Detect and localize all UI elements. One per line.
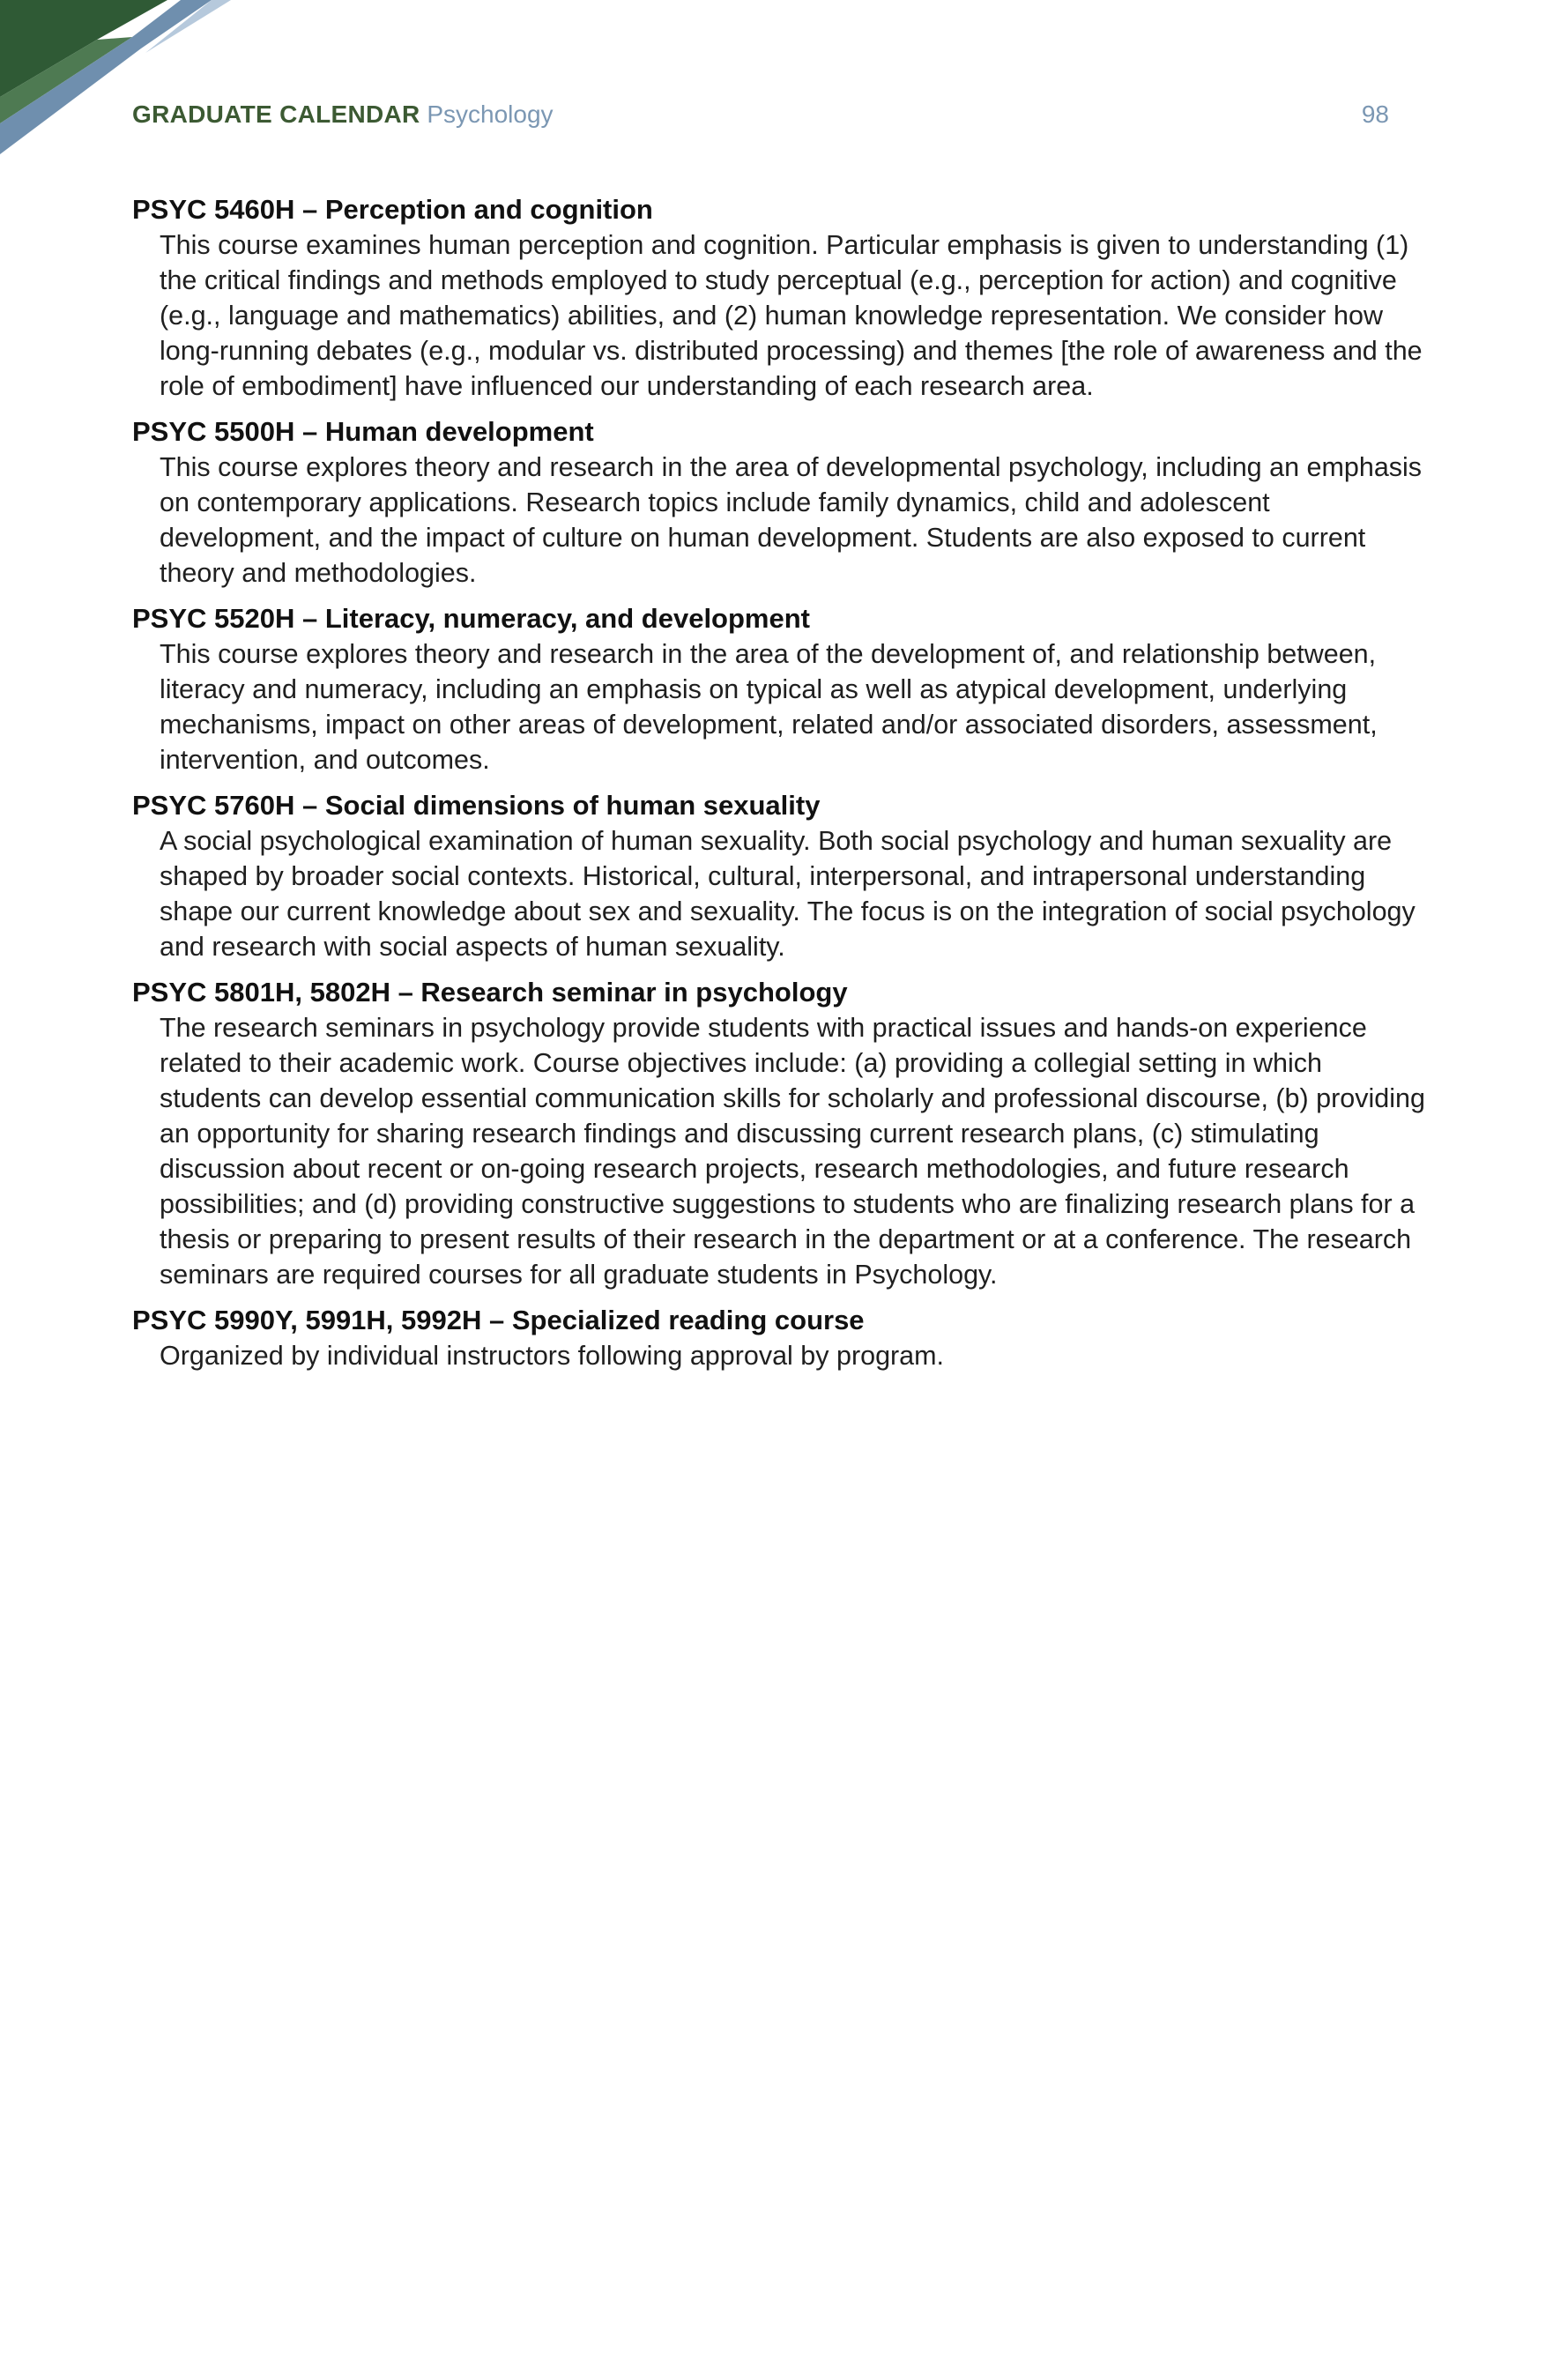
running-header bbox=[132, 100, 554, 130]
course-description: This course examines human perception and cognition. Particular emphasis is given to understanding (1) the critical findings and methods employed to study perceptual (e.g., perception for action) and cognitive (e.g., language and mathematics) abilities, and (2) human knowledge representation. We consider how long-running debates (e.g., modular vs. distributed processing) and themes [the role of awareness and the role of embodiment] have influenced our understanding of each research area. bbox=[160, 230, 1423, 401]
course-description: A social psychological examination of human sexuality. Both social psychology and human sexuality are shaped by broader social contexts. Historical, cultural, interpersonal, and intrapersonal understanding shape our current knowledge about sex and sexuality. The focus is on the integration of social psychology and research with social aspects of human sexuality. bbox=[160, 826, 1416, 962]
course-title: PSYC 5500H – Human development bbox=[132, 416, 594, 447]
header-section-label: Psychology bbox=[427, 100, 554, 128]
course-title: PSYC 5460H – Perception and cognition bbox=[132, 194, 653, 225]
page-number: 98 bbox=[1361, 100, 1389, 128]
course-entry bbox=[132, 601, 1428, 777]
course-title: PSYC 5990Y, 5991H, 5992H – Specialized reading course bbox=[132, 1305, 865, 1335]
course-description: This course explores theory and research in the area of developmental psychology, including an emphasis on contemporary applications. Research topics include family dynamics, child and adolescent development, and the impact of culture on human development. Students are also exposed to current theory and methodologies. bbox=[160, 452, 1423, 588]
header-calendar-label: GRADUATE CALENDAR bbox=[132, 100, 420, 128]
course-title: PSYC 5760H – Social dimensions of human sexuality bbox=[132, 790, 821, 821]
course-entry bbox=[132, 1303, 1428, 1373]
course-title: PSYC 5520H – Literacy, numeracy, and development bbox=[132, 603, 810, 634]
corner-swoosh-decoration bbox=[0, 0, 238, 159]
course-entry bbox=[132, 414, 1428, 591]
course-description: Organized by individual instructors following approval by program. bbox=[160, 1341, 945, 1371]
course-entry bbox=[132, 788, 1428, 964]
course-entry bbox=[132, 192, 1428, 404]
course-description: This course explores theory and research in the area of the development of, and relationship between, literacy and numeracy, including an emphasis on typical as well as atypical development, underlying mechanisms, impact on other areas of development, related and/or associated disorders, assessment, intervention, and outcomes. bbox=[160, 639, 1378, 775]
course-description: The research seminars in psychology provide students with practical issues and hands-on experience related to their academic work. Course objectives include: (a) providing a collegial setting in which students can develop essential communication skills for scholarly and professional discourse, (b) providing an opportunity for sharing research findings and discussing current research plans, (c) stimulating discussion about recent or on-going research projects, research methodologies, and future research possibilities; and (d) providing constructive suggestions to students who are finalizing research plans for a thesis or preparing to present results of their research in the department or at a conference. The research seminars are required courses for all graduate students in Psychology. bbox=[160, 1013, 1425, 1290]
course-list bbox=[132, 192, 1428, 1384]
course-entry bbox=[132, 975, 1428, 1292]
course-title: PSYC 5801H, 5802H – Research seminar in psychology bbox=[132, 977, 848, 1008]
